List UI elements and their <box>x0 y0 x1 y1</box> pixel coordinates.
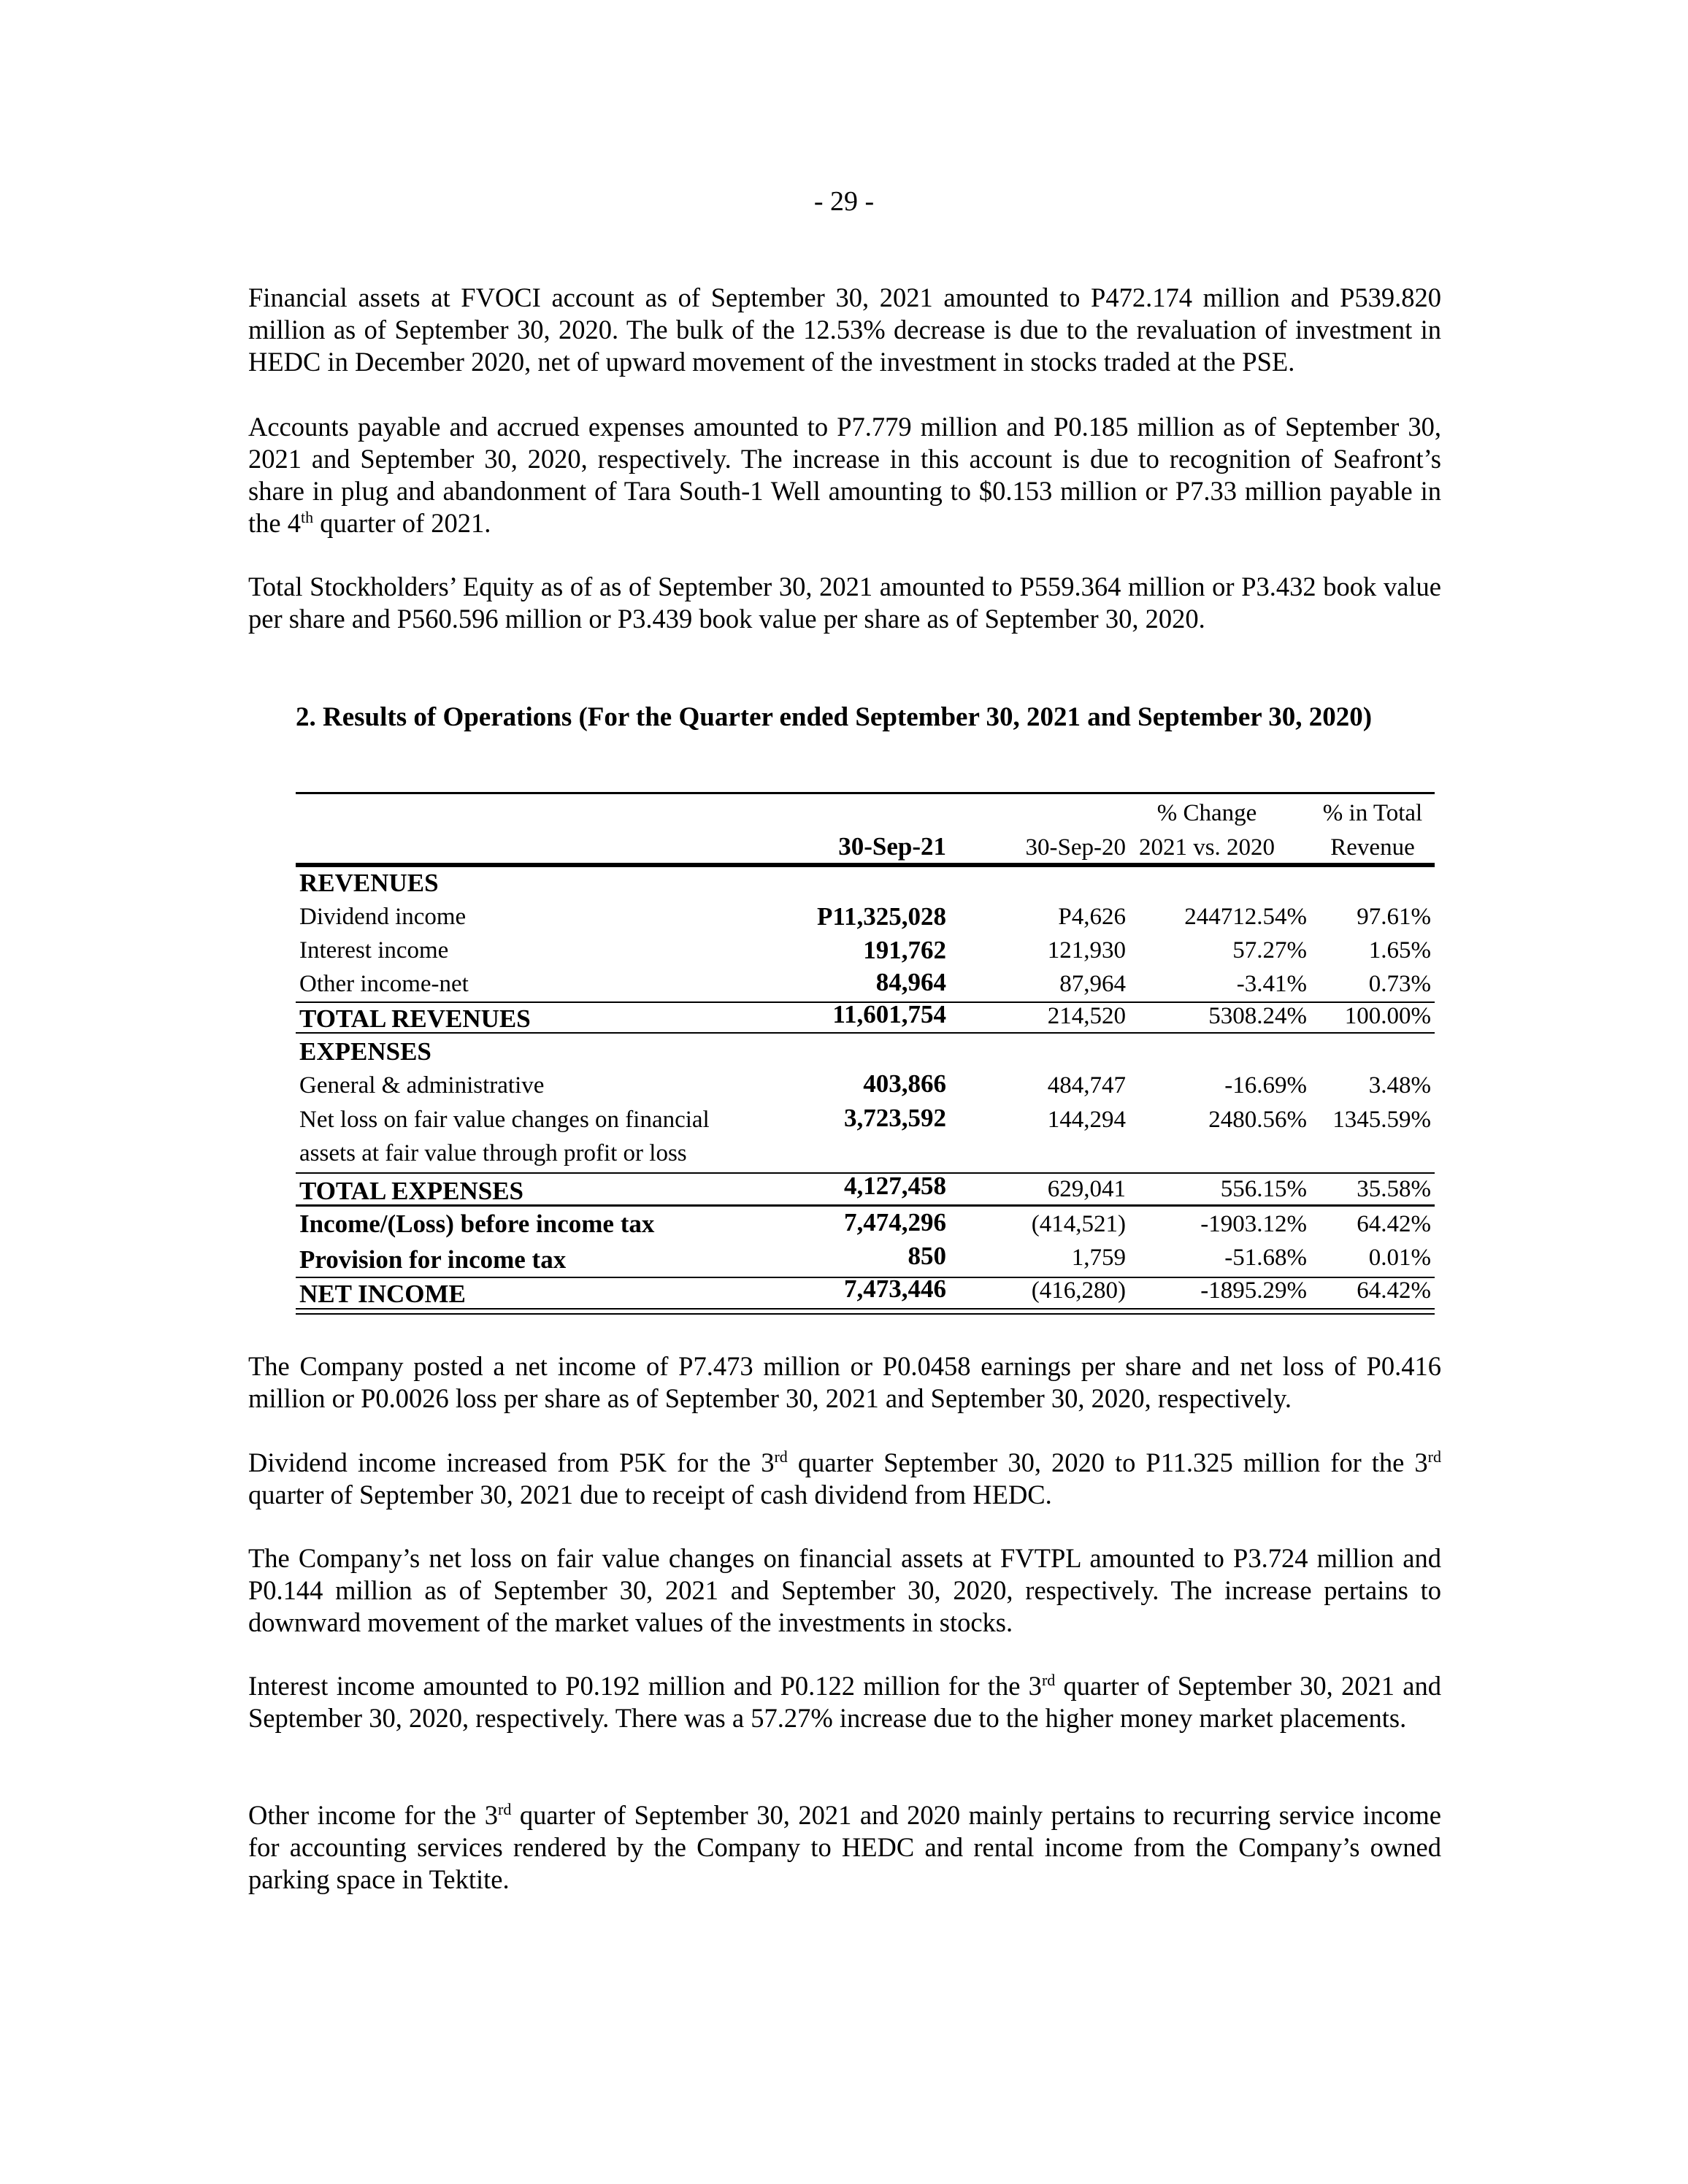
cell-value: 7,474,296 <box>844 1208 946 1237</box>
cell-value: 5308.24% <box>1208 1003 1307 1029</box>
cell-value: -16.69% <box>1224 1072 1307 1099</box>
cell-value: 3.48% <box>1368 1072 1431 1099</box>
cell-value: 484,747 <box>1047 1072 1126 1099</box>
cell-value: P11,325,028 <box>817 902 946 931</box>
row-label: TOTAL EXPENSES <box>299 1177 524 1205</box>
cell-value: 1.65% <box>1368 937 1431 964</box>
cell-value: -1895.29% <box>1200 1277 1307 1304</box>
cell-value: 11,601,754 <box>832 1000 946 1028</box>
cell-value: 0.73% <box>1368 971 1431 997</box>
row-label: Other income-net <box>299 971 469 997</box>
paragraph-other-income: Other income for the 3rd quarter of September 30, 2021 and 2020 mainly pertains to recurring service income for accounting services rendered by the Company to HEDC and rental income from the Company’s owned parking space in Tektite. <box>248 1799 1441 1894</box>
cell-value: 3,723,592 <box>844 1104 946 1132</box>
cell-value: 403,866 <box>863 1069 946 1098</box>
cell-value: -3.41% <box>1236 971 1307 997</box>
net-income-rule-2 <box>296 1313 1435 1315</box>
cell-value: -1903.12% <box>1200 1211 1307 1237</box>
cell-value: 2480.56% <box>1208 1107 1307 1133</box>
cell-value: 97.61% <box>1357 904 1431 930</box>
cell-value: 1345.59% <box>1332 1107 1431 1133</box>
row-label: Net loss on fair value changes on financial <box>299 1107 710 1133</box>
header-total-line1: % in Total <box>1322 800 1423 826</box>
row-label: assets at fair value through profit or loss <box>299 1140 687 1166</box>
section-heading: 2. Results of Operations (For the Quarter ended September 30, 2021 and September 30, 2020) <box>296 702 1373 732</box>
row-label: Provision for income tax <box>299 1245 567 1274</box>
header-30-sep-20: 30-Sep-20 <box>1025 834 1126 861</box>
cell-value: 556.15% <box>1220 1176 1307 1202</box>
page-number: - 29 - <box>813 186 875 217</box>
net-income-rule-1 <box>296 1308 1435 1310</box>
cell-value: (414,521) <box>1031 1211 1126 1237</box>
expenses-label: EXPENSES <box>299 1037 431 1066</box>
cell-value: 57.27% <box>1232 937 1307 964</box>
cell-value: 100.00% <box>1344 1003 1431 1029</box>
cell-value: P4,626 <box>1058 904 1126 930</box>
row-label: Dividend income <box>299 904 467 930</box>
cell-value: 35.58% <box>1357 1176 1431 1202</box>
header-30-sep-21: 30-Sep-21 <box>838 832 946 861</box>
cell-value: 144,294 <box>1047 1107 1126 1133</box>
paragraph-accounts-payable: Accounts payable and accrued expenses amounted to P7.779 million and P0.185 million as of September 30, 2021 and September 30, 2020, respectively. The increase in this account is due to recognition of Seafront’s share in plug and abandonment of Tara South-1 Well amounting to $0.153 million or P7.33 million payable in the 4th quarter of 2021. <box>248 412 1441 538</box>
paragraph-fvoci: Financial assets at FVOCI account as of September 30, 2021 amounted to P472.174 million and P539.820 million as of September 30, 2020. The bulk of the 12.53% decrease is due to the revaluation of investment in HEDC in December 2020, net of upward movement of the investment in stocks traded at the PSE. <box>248 282 1441 377</box>
paragraph-interest-income: Interest income amounted to P0.192 million and P0.122 million for the 3rd quarter of September 30, 2021 and September 30, 2020, respectively. There was a 57.27% increase due to the higher money market placements. <box>248 1670 1442 1733</box>
revenues-label: REVENUES <box>299 869 439 897</box>
row-label: TOTAL REVENUES <box>299 1004 531 1033</box>
table-header-rule <box>296 863 1435 867</box>
paragraph-net-income: The Company posted a net income of P7.473 million or P0.0458 earnings per share and net loss of P0.416 million or P0.0026 loss per share as of September 30, 2021 and September 30, 2020, respectively. <box>248 1351 1441 1413</box>
row-label: Income/(Loss) before income tax <box>299 1210 655 1238</box>
cell-value: 850 <box>908 1242 946 1270</box>
cell-value: 214,520 <box>1047 1003 1126 1029</box>
table-top-rule <box>296 792 1435 794</box>
cell-value: 4,127,458 <box>844 1172 946 1200</box>
row-label: General & administrative <box>299 1072 545 1099</box>
header-change-line2: 2021 vs. 2020 <box>1138 834 1275 861</box>
cell-value: 121,930 <box>1047 937 1126 964</box>
cell-value: 244712.54% <box>1184 904 1307 930</box>
row-label: Interest income <box>299 937 449 964</box>
cell-value: (416,280) <box>1031 1277 1126 1304</box>
cell-value: 629,041 <box>1047 1176 1126 1202</box>
header-change-line1: % Change <box>1156 800 1257 826</box>
header-total-line2: Revenue <box>1330 834 1415 861</box>
cell-value: 7,473,446 <box>844 1274 946 1303</box>
cell-value: 84,964 <box>875 968 946 996</box>
row-label: NET INCOME <box>299 1280 466 1308</box>
cell-value: 87,964 <box>1059 971 1126 997</box>
paragraph-fvtpl: The Company’s net loss on fair value changes on financial assets at FVTPL amounted to P3.724 million and P0.144 million as of September 30, 2021 and September 30, 2020, respectively. The increase pertains to downward movement of the market values of the investments in stocks. <box>248 1543 1441 1637</box>
paragraph-dividend-income: Dividend income increased from P5K for the 3rd quarter September 30, 2020 to P11.325 million for the 3rd quarter of September 30, 2021 due to receipt of cash dividend from HEDC. <box>248 1447 1441 1510</box>
cell-value: 1,759 <box>1071 1245 1126 1271</box>
cell-value: 191,762 <box>863 936 946 964</box>
paragraph-stockholders-equity: Total Stockholders’ Equity as of as of September 30, 2021 amounted to P559.364 million or P3.432 book value per share and P560.596 million or P3.439 book value per share as of September 30, 2020. <box>248 572 1441 634</box>
cell-value: -51.68% <box>1224 1245 1307 1271</box>
cell-value: 0.01% <box>1368 1245 1431 1271</box>
cell-value: 64.42% <box>1357 1211 1431 1237</box>
cell-value: 64.42% <box>1357 1277 1431 1304</box>
